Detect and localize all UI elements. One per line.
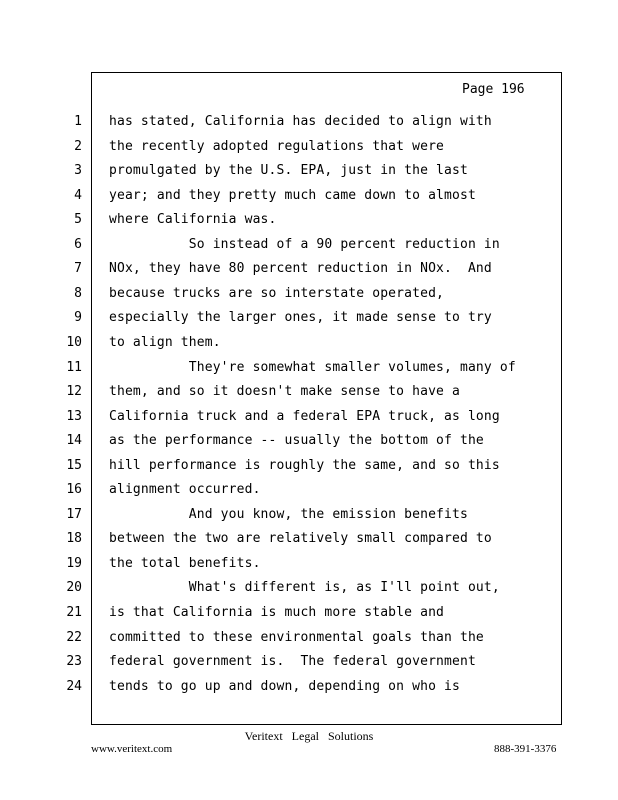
footer-company: Veritext Legal Solutions — [244, 729, 374, 743]
line-number: 18 — [66, 531, 82, 546]
footer-phone: 888-391-3376 — [494, 743, 557, 755]
line-number: 23 — [66, 654, 82, 669]
line-text: And you know, the emission benefits — [109, 507, 468, 522]
line-number: 3 — [74, 163, 82, 178]
line-number: 15 — [66, 458, 82, 473]
line-text: is that California is much more stable and — [109, 605, 445, 620]
line-text: hill performance is roughly the same, and so this — [109, 458, 500, 473]
line-number: 6 — [74, 237, 82, 252]
page-number: Page 196 — [462, 82, 525, 97]
line-number: 14 — [66, 433, 82, 448]
line-text: So instead of a 90 percent reduction in — [109, 237, 500, 252]
line-text: tends to go up and down, depending on who is — [109, 679, 460, 694]
line-number: 4 — [74, 188, 82, 203]
line-text: has stated, California has decided to align with — [109, 114, 492, 129]
line-number: 13 — [66, 409, 82, 424]
line-text: to align them. — [109, 335, 221, 350]
line-text: the total benefits. — [109, 556, 261, 571]
line-number: 7 — [74, 261, 82, 276]
line-number: 24 — [66, 679, 82, 694]
line-text: committed to these environmental goals than the — [109, 630, 484, 645]
line-text: the recently adopted regulations that were — [109, 139, 445, 154]
line-number: 9 — [74, 310, 82, 325]
line-text: year; and they pretty much came down to almost — [109, 188, 476, 203]
line-text: federal government is. The federal government — [109, 654, 476, 669]
line-number: 16 — [66, 482, 82, 497]
line-number: 22 — [66, 630, 82, 645]
line-number: 12 — [66, 384, 82, 399]
line-number: 17 — [66, 507, 82, 522]
line-text: alignment occurred. — [109, 482, 261, 497]
footer-website: www.veritext.com — [91, 743, 173, 755]
line-text: NOx, they have 80 percent reduction in NOx. And — [109, 261, 492, 276]
line-text: where California was. — [109, 212, 277, 227]
line-number: 11 — [66, 360, 82, 375]
line-text: promulgated by the U.S. EPA, just in the last — [109, 163, 468, 178]
line-number: 5 — [74, 212, 82, 227]
line-number: 10 — [66, 335, 82, 350]
line-text: What's different is, as I'll point out, — [109, 580, 500, 595]
line-number: 21 — [66, 605, 82, 620]
line-number: 8 — [74, 286, 82, 301]
line-text: them, and so it doesn't make sense to have a — [109, 384, 460, 399]
line-number: 2 — [74, 139, 82, 154]
line-number: 1 — [74, 114, 82, 129]
line-number: 20 — [66, 580, 82, 595]
line-text: because trucks are so interstate operated, — [109, 286, 445, 301]
line-text: They're somewhat smaller volumes, many of — [109, 360, 516, 375]
line-number: 19 — [66, 556, 82, 571]
line-text: between the two are relatively small compared to — [109, 531, 492, 546]
line-text: especially the larger ones, it made sense to try — [109, 310, 492, 325]
line-text: as the performance -- usually the bottom of the — [109, 433, 484, 448]
line-text: California truck and a federal EPA truck, as long — [109, 409, 500, 424]
